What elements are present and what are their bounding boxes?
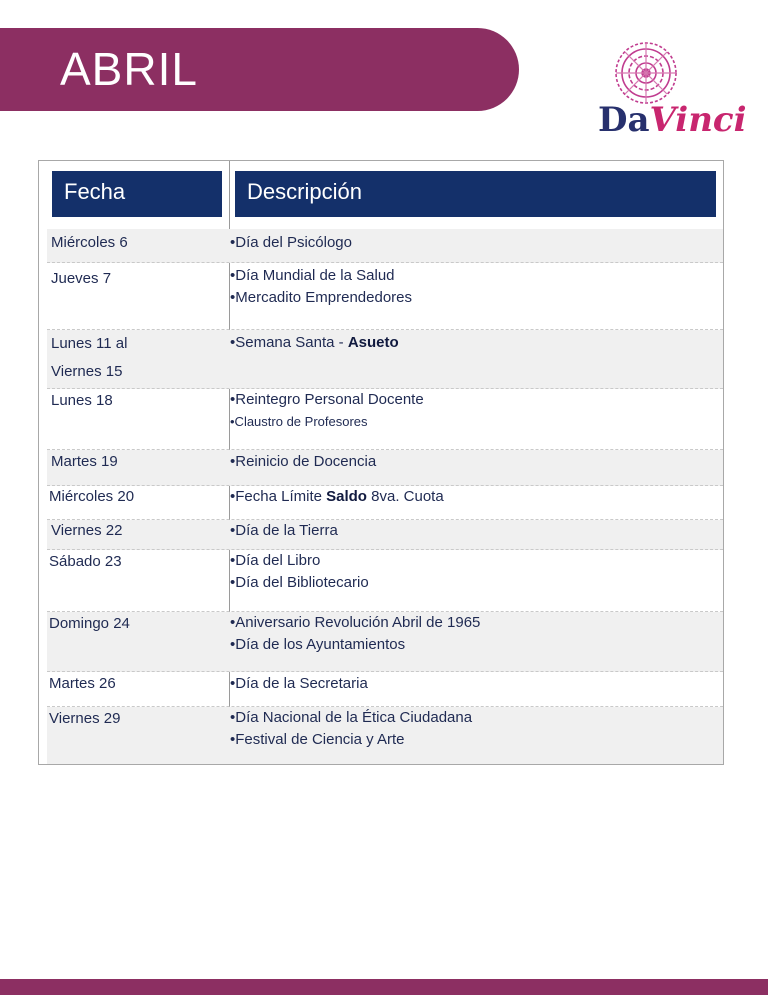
desc-item: •Fecha Límite [230,488,327,505]
header-fecha: Fecha [52,171,222,217]
row-date: Martes 19 [51,453,118,470]
davinci-logo [598,40,747,155]
row-desc [230,612,480,656]
logo-da: Da [598,100,650,140]
table-row [47,263,723,330]
mandala-icon [606,40,686,106]
row-desc [230,232,352,254]
desc-item: •Festival de Ciencia y Arte [230,731,405,748]
table-row [47,672,723,707]
month-title: ABRIL [60,43,198,95]
table-row [47,707,723,764]
desc-item: •Reinicio de Docencia [230,453,377,470]
row-date [51,330,127,386]
desc-bold: Asueto [347,334,399,351]
table-row [47,389,723,450]
table-row [47,450,723,486]
row-date: Lunes 18 [51,392,113,409]
desc-item: •Día de la Tierra [230,522,338,539]
row-desc [230,520,338,542]
table-row [47,486,723,520]
desc-item: 8va. Cuota [366,488,444,505]
row-date: Miércoles 20 [49,488,135,505]
calendar-table [38,160,724,765]
logo-vinci: Vinci [649,100,747,140]
row-desc [230,451,376,473]
desc-item: •Mercadito Emprendedores [230,289,413,306]
row-desc [230,550,369,594]
desc-item: •Día de la Secretaria [230,675,368,692]
desc-item: •Día del Psicólogo [230,234,352,251]
desc-item: •Día Mundial de la Salud [230,267,395,284]
row-date: Viernes 29 [49,710,121,727]
desc-bold: Saldo [326,488,367,505]
row-date: Sábado 23 [49,553,122,570]
desc-item: •Día del Bibliotecario [230,574,369,591]
row-desc [230,673,368,695]
desc-item: •Día del Libro [230,552,321,569]
table-row [47,612,723,672]
table-row [47,520,723,550]
footer-bar [0,979,768,995]
row-desc [230,332,399,354]
row-date: Viernes 22 [51,522,123,539]
logo-wordmark [598,100,747,140]
row-desc [230,486,444,508]
row-date: Martes 26 [49,675,116,692]
desc-item: •Día Nacional de la Ética Ciudadana [230,709,473,726]
table-row [47,330,723,389]
month-banner [0,28,519,111]
row-date: Miércoles 6 [51,234,128,251]
desc-item: •Claustro de Profesores [230,414,368,429]
row-date: Domingo 24 [49,615,130,632]
date-line: Lunes 11 al [51,335,128,352]
row-desc [230,265,412,309]
desc-item: •Semana Santa - [230,334,348,351]
header-descripcion: Descripción [235,171,716,217]
date-line: Viernes 15 [51,363,123,380]
desc-item: •Aniversario Revolución Abril de 1965 [230,614,481,631]
desc-item: •Día de los Ayuntamientos [230,636,406,653]
row-desc [230,707,472,751]
table-row [47,229,723,263]
desc-item: •Reintegro Personal Docente [230,391,424,408]
row-desc [230,389,424,433]
table-row [47,550,723,612]
row-date: Jueves 7 [51,270,112,287]
